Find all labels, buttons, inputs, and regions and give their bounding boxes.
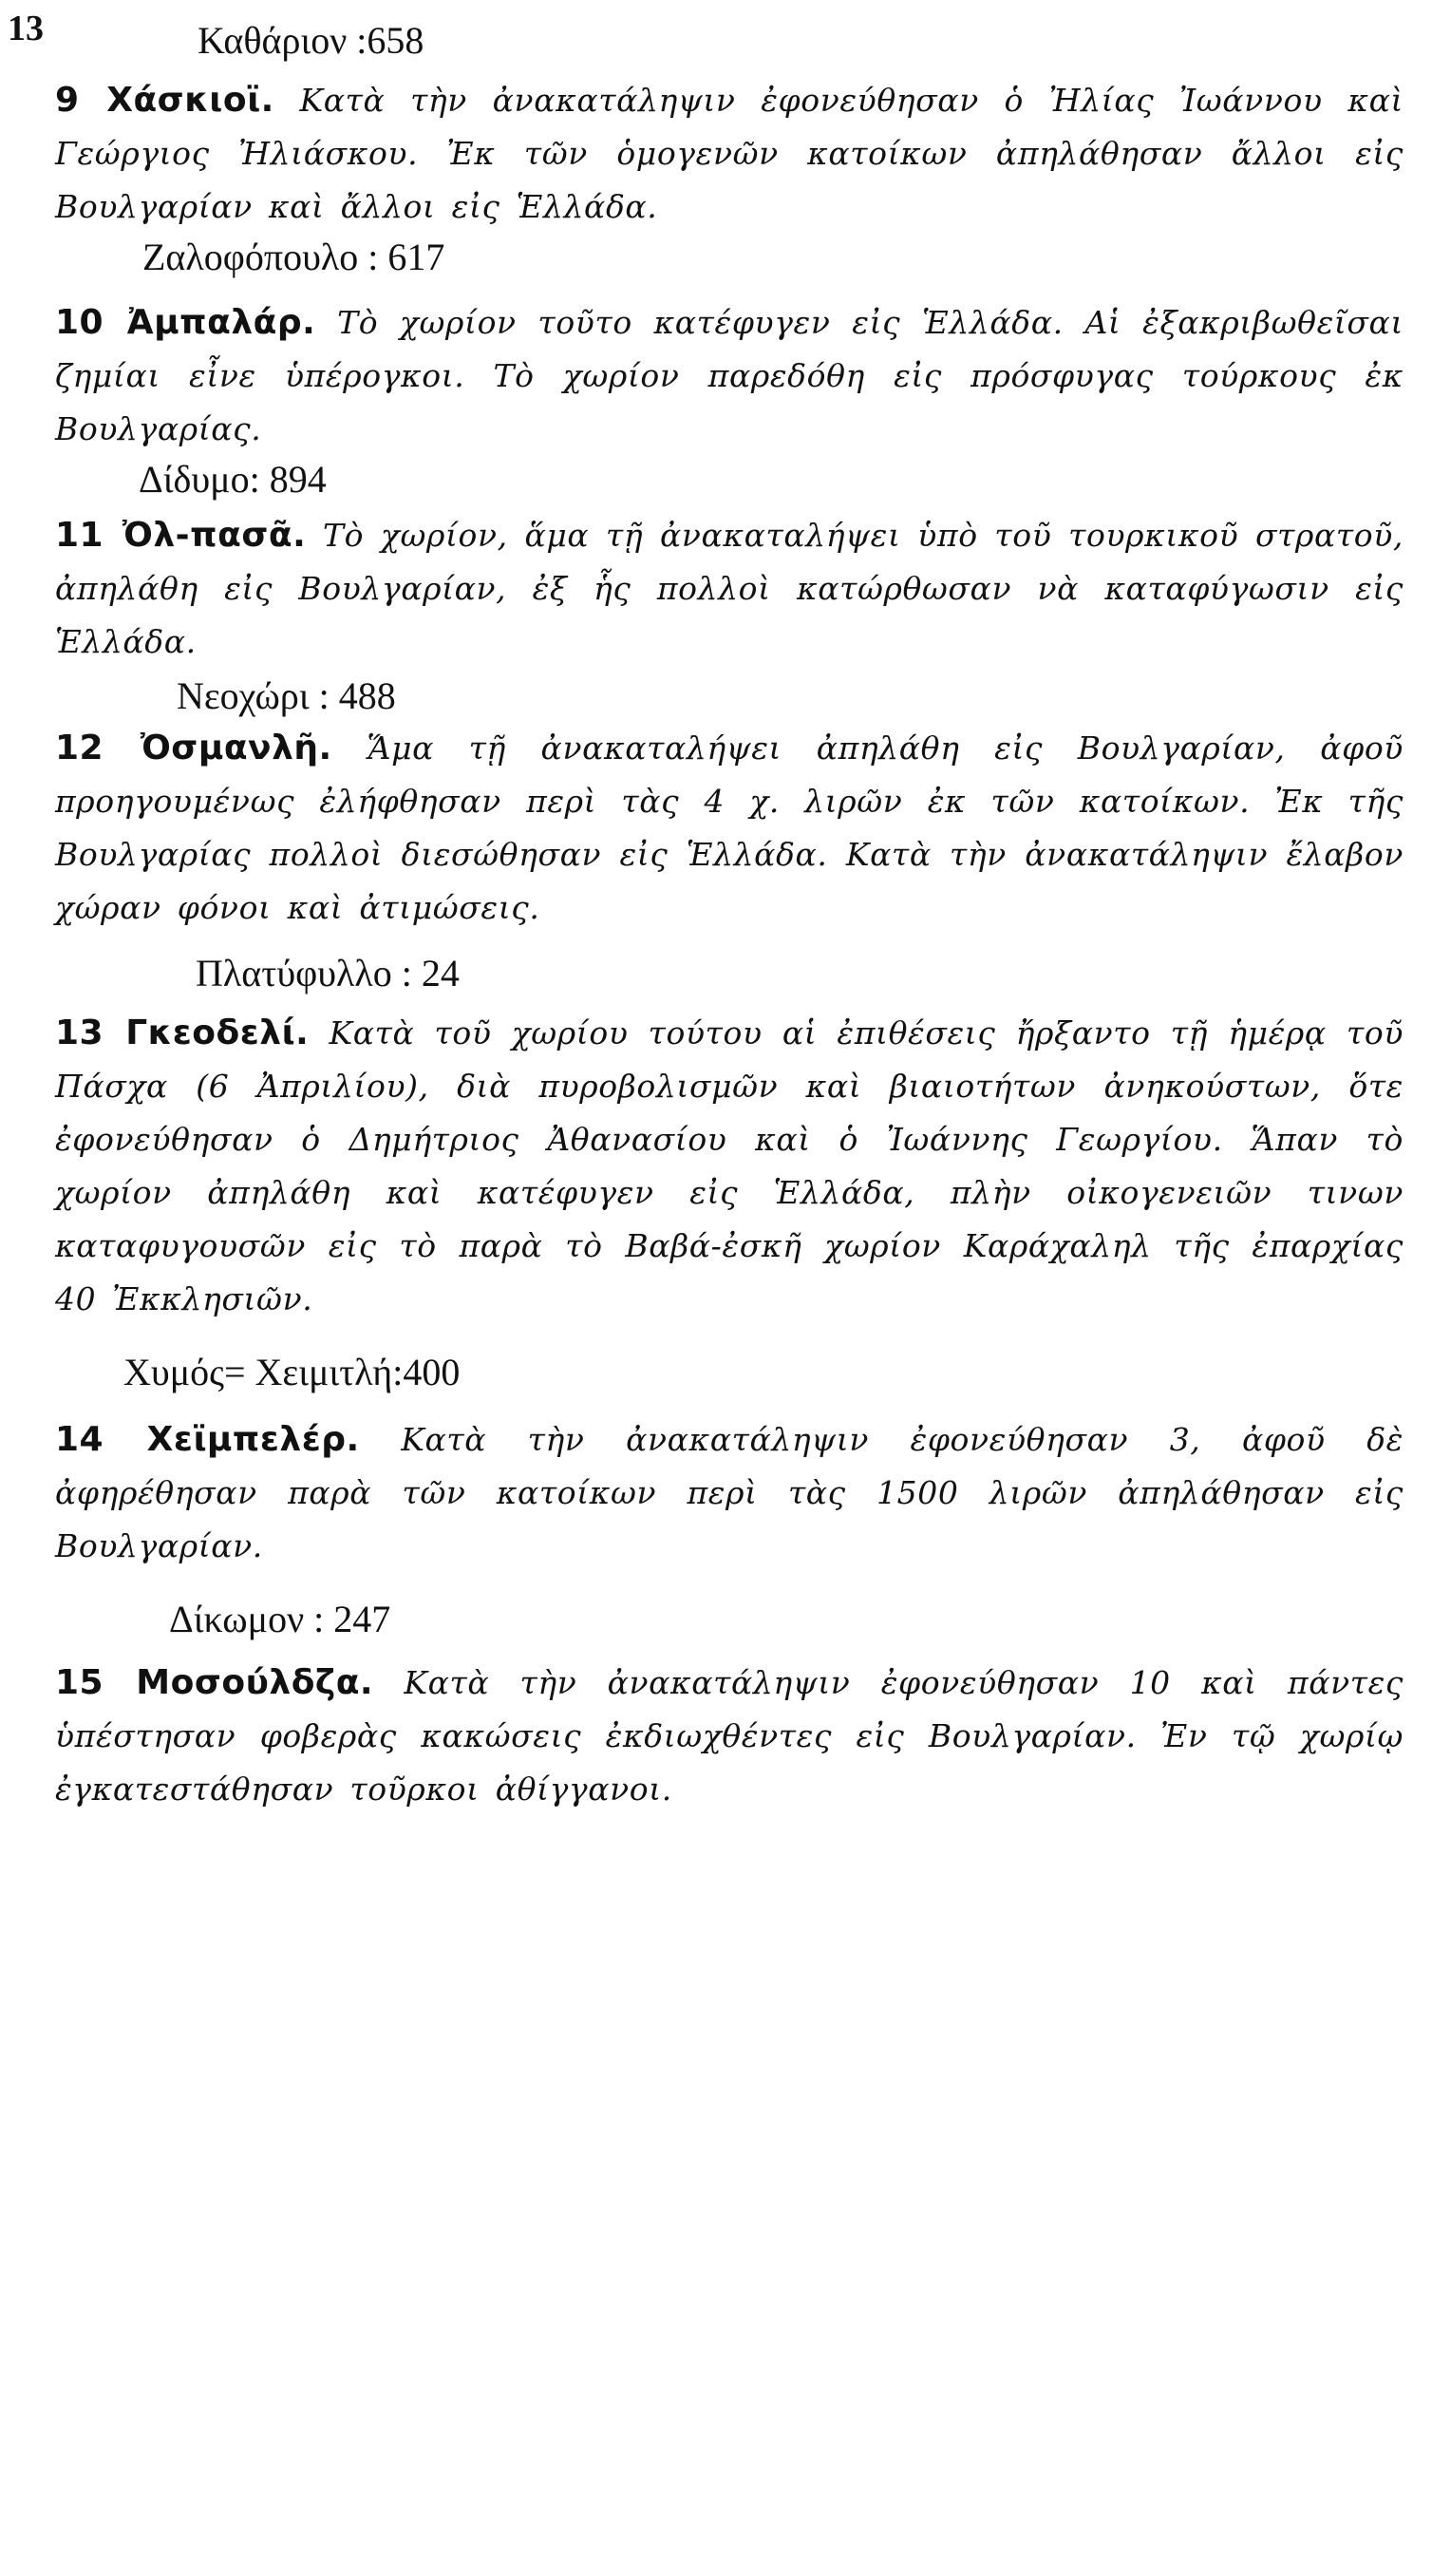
village-population-note: Χυμός= Χειμιτλή:400 xyxy=(123,1351,461,1393)
village-population-note: Πλατύφυλλο : 24 xyxy=(196,952,460,994)
village-population-note: Δίκωμον : 247 xyxy=(169,1598,391,1640)
entry-heading: 13 Γκεοδελί. xyxy=(55,1013,310,1052)
village-population-note: Νεοχώρι : 488 xyxy=(177,674,396,717)
village-population-note: Δίδυμο: 894 xyxy=(139,458,327,501)
village-entry xyxy=(55,1413,1404,1573)
entry-text: Κατὰ τοῦ χωρίου τούτου αἱ ἐπιθέσεις ἤρξαντο τῇ ἡμέρᾳ τοῦ Πάσχα (6 Ἀπριλίου), διὰ πυροβολισμῶν καὶ βιαιοτήτων ἀνηκούστων, ὅτε ἐφονεύθησαν ὁ Δημήτριος Ἀθανασίου καὶ ὁ Ἰωάννης Γεωργίου. Ἅπαν τὸ χωρίον ἀπηλάθη καὶ κατέφυγεν εἰς Ἑλλάδα, πλὴν οἰκογενειῶν τινων καταφυγουσῶν εἰς τὸ παρὰ τὸ Βαβά-ἐσκῆ χωρίον Καράχαληλ τῆς ἐπαρχίας 40 Ἐκκλησιῶν. xyxy=(55,1014,1404,1317)
entry-heading: 15 Μοσούλδζα. xyxy=(55,1663,374,1702)
village-population-note: Καθάριον :658 xyxy=(198,19,424,62)
entry-text: Κατὰ τὴν ἀνακατάληψιν ἐφονεύθησαν 3, ἀφοῦ δὲ ἀφηρέθησαν παρὰ τῶν κατοίκων περὶ τὰς 1500 λιρῶν ἀπηλάθησαν εἰς Βουλγαρίαν. xyxy=(55,1421,1404,1564)
village-entry xyxy=(55,296,1404,456)
village-population-note: Ζαλοφόπουλο : 617 xyxy=(142,236,445,278)
entry-text: Ἅμα τῇ ἀνακαταλήψει ἀπηλάθη εἰς Βουλγαρίαν, ἀφοῦ προηγουμένως ἐλήφθησαν περὶ τὰς 4 χ. λιρῶν ἐκ τῶν κατοίκων. Ἐκ τῆς Βουλγαρίας πολλοὶ διεσώθησαν εἰς Ἑλλάδα. Κατὰ τὴν ἀνακατάληψιν ἔλαβον χώραν φόνοι καὶ ἀτιμώσεις. xyxy=(55,729,1404,926)
entry-text: Κατὰ τὴν ἀνακατάληψιν ἐφονεύθησαν 10 καὶ πάντες ὑπέστησαν φοβερὰς κακώσεις ἐκδιωχθέντες εἰς Βουλγαρίαν. Ἐν τῷ χωρίῳ ἐγκατεστάθησαν τοῦρκοι ἀθίγγανοι. xyxy=(55,1664,1404,1808)
entry-heading: 9 Χάσκιοϊ. xyxy=(55,81,274,120)
village-entry xyxy=(55,1657,1404,1816)
entry-heading: 10 Ἀμπαλάρ. xyxy=(55,303,316,342)
page-number: 13 xyxy=(8,9,44,48)
village-entry xyxy=(55,74,1404,234)
village-entry xyxy=(55,722,1404,935)
entry-text: Τὸ χωρίον τοῦτο κατέφυγεν εἰς Ἑλλάδα. Αἱ ἐξακριβωθεῖσαι ζημίαι εἶνε ὑπέρογκοι. Τὸ χωρίον παρεδόθη εἰς πρόσφυγας τούρκους ἐκ Βουλγαρίας. xyxy=(55,304,1404,447)
entry-heading: 14 Χεϊμπελέρ. xyxy=(55,1420,360,1459)
entry-text: Κατὰ τὴν ἀνακατάληψιν ἐφονεύθησαν ὁ Ἠλίας Ἰωάννου καὶ Γεώργιος Ἠλιάσκου. Ἐκ τῶν ὁμογενῶν κατοίκων ἀπηλάθησαν ἄλλοι εἰς Βουλγαρίαν καὶ ἄλλοι εἰς Ἑλλάδα. xyxy=(55,82,1404,225)
entry-text: Τὸ χωρίον, ἅμα τῇ ἀνακαταλήψει ὑπὸ τοῦ τουρκικοῦ στρατοῦ, ἀπηλάθη εἰς Βουλγαρίαν, ἐξ ἧς πολλοὶ κατώρθωσαν νὰ καταφύγωσιν εἰς Ἑλλάδα. xyxy=(55,517,1404,660)
entry-heading: 11 Ὀλ-πασᾶ. xyxy=(55,516,307,555)
entry-heading: 12 Ὀσμανλῆ. xyxy=(55,729,332,767)
document-page xyxy=(55,17,1404,1816)
village-entry xyxy=(55,509,1404,669)
village-entry xyxy=(55,1007,1404,1326)
